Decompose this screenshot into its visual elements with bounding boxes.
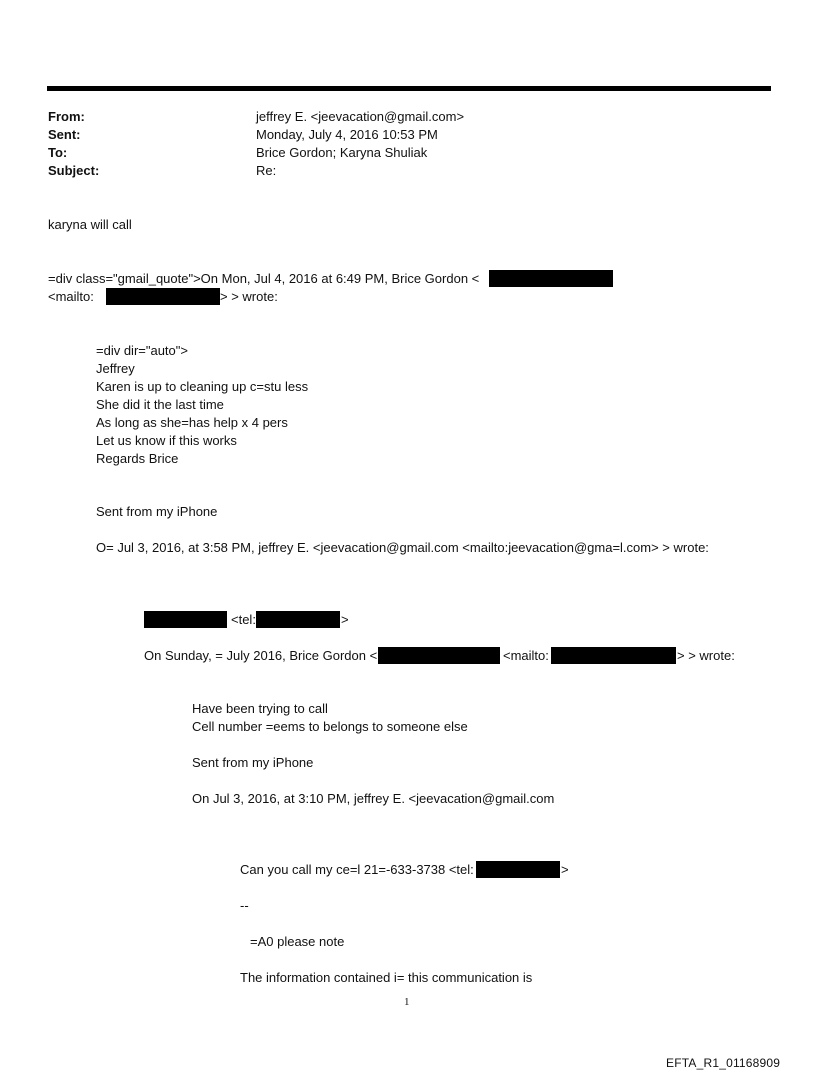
msg1-signature: Sent from my iPhone (96, 504, 218, 519)
quote4-line: On Jul 3, 2016, at 3:10 PM, jeffrey E. <jeevacation@gmail.com (192, 791, 555, 806)
redaction-block (256, 611, 340, 628)
msg1-line: Regards Brice (96, 451, 179, 466)
quote1-line1: =div class="gmail_quote">On Mon, Jul 4, 2016 at 6:49 PM, Brice Gordon < (48, 271, 480, 286)
msg1-line: =div dir="auto"> (96, 343, 188, 358)
to-label: To: (48, 145, 68, 160)
sent-value: Monday, July 4, 2016 10:53 PM (256, 127, 438, 142)
subject-label: Subject: (48, 163, 100, 178)
reply-text: karyna will call (48, 217, 132, 232)
redaction-block (144, 611, 227, 628)
redaction-block (551, 647, 676, 664)
info-line: The information contained i= this communication is (240, 970, 533, 985)
msg3-line: Can you call my ce=l 21=-633-3738 <tel: (240, 862, 474, 877)
quote3-wrote: > > wrote: (677, 648, 735, 663)
msg3-suffix: > (561, 862, 569, 877)
msg1-line: She did it the last time (96, 397, 224, 412)
redaction-block (378, 647, 500, 664)
from-value: jeffrey E. <jeevacation@gmail.com> (256, 109, 465, 124)
redaction-block (476, 861, 560, 878)
page-number: 1 (404, 996, 410, 1008)
subject-value: Re: (256, 163, 277, 178)
msg1-line: As long as she=has help x 4 pers (96, 415, 288, 430)
msg2-signature: Sent from my iPhone (192, 755, 314, 770)
from-label: From: (48, 109, 85, 124)
quote3-mailto: <mailto: (503, 648, 549, 663)
bates-stamp: EFTA_R1_01168909 (666, 1056, 781, 1070)
to-value: Brice Gordon; Karyna Shuliak (256, 145, 428, 160)
tel-prefix: <tel: (231, 612, 256, 627)
msg2-line: Have been trying to call (192, 701, 328, 716)
msg1-line: Jeffrey (96, 361, 135, 376)
redaction-block (106, 288, 220, 305)
tel-suffix: > (341, 612, 349, 627)
quote1-mailto: <mailto: (48, 289, 94, 304)
header-rule (47, 86, 771, 91)
sent-label: Sent: (48, 127, 81, 142)
note-line: =A0 please note (250, 934, 345, 949)
msg2-line: Cell number =eems to belongs to someone else (192, 719, 468, 734)
quote2-line: O= Jul 3, 2016, at 3:58 PM, jeffrey E. <jeevacation@gmail.com <mailto:jeevacation@gma=l.com> > wrote: (96, 540, 709, 555)
redaction-block (489, 270, 613, 287)
signature-dashes: -- (240, 898, 249, 913)
quote3-line: On Sunday, = July 2016, Brice Gordon < (144, 648, 378, 663)
msg1-line: Let us know if this works (96, 433, 237, 448)
quote1-wrote: > > wrote: (220, 289, 278, 304)
msg1-line: Karen is up to cleaning up c=stu less (96, 379, 309, 394)
